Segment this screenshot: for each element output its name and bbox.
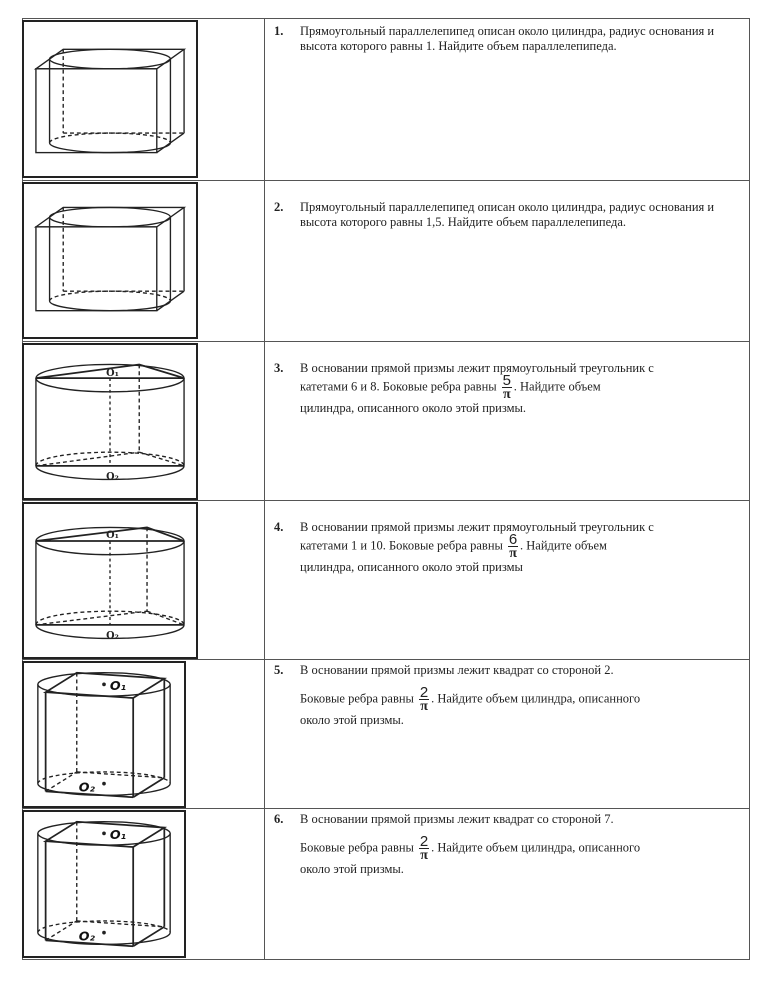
task-line-part: . Найдите объем цилиндра, описанного bbox=[431, 840, 641, 855]
task-line-part: . Найдите объем цилиндра, описанного bbox=[431, 691, 641, 706]
fraction-denominator: π bbox=[502, 387, 511, 402]
task-line-part: Боковые ребра равны bbox=[300, 691, 414, 706]
task-row-6 bbox=[22, 808, 750, 960]
task-number: 5. bbox=[274, 663, 284, 677]
task-line-part: катетами 1 и 10. Боковые ребра равны bbox=[300, 538, 503, 553]
task-line-part: катетами 6 и 8. Боковые ребра равны bbox=[300, 379, 497, 394]
task-text bbox=[300, 663, 740, 728]
task-line: В основании прямой призмы лежит прямоугольный треугольник с bbox=[300, 361, 654, 375]
fraction-numerator: 2 bbox=[419, 833, 429, 850]
fraction-denominator: π bbox=[420, 848, 428, 863]
fraction bbox=[419, 686, 429, 713]
task-row-3 bbox=[22, 341, 750, 500]
task-line-part: Боковые ребра равны bbox=[300, 840, 414, 855]
center-label-bottom: O₂ bbox=[78, 779, 95, 795]
task-line: около этой призмы. bbox=[300, 713, 404, 727]
task-row-4 bbox=[22, 500, 750, 659]
center-label-bottom: O₂ bbox=[106, 630, 119, 642]
fraction-numerator: 6 bbox=[508, 531, 518, 548]
task-number: 6. bbox=[274, 812, 284, 826]
center-label-top: O₁ bbox=[106, 368, 119, 380]
task-line bbox=[300, 533, 740, 560]
task-line bbox=[300, 374, 740, 401]
task-line bbox=[300, 835, 740, 862]
fraction-denominator: π bbox=[509, 546, 517, 561]
task-number: 4. bbox=[274, 520, 284, 534]
task-row-1 bbox=[22, 18, 750, 180]
box-around-cylinder-figure bbox=[22, 182, 198, 339]
task-row-2 bbox=[22, 180, 750, 341]
fraction bbox=[502, 374, 512, 401]
task-text bbox=[300, 520, 740, 575]
box-around-cylinder-figure bbox=[22, 20, 198, 178]
center-label-bottom: O₂ bbox=[106, 471, 119, 483]
task-line: В основании прямой призмы лежит квадрат со стороной 2. bbox=[300, 663, 614, 677]
task-line: цилиндра, описанного около этой призмы. bbox=[300, 401, 527, 415]
task-table bbox=[22, 18, 750, 960]
center-label-top: O₁ bbox=[109, 827, 127, 843]
task-number: 3. bbox=[274, 361, 284, 375]
center-label-top: O₁ bbox=[109, 678, 127, 694]
task-text: Прямоугольный параллелепипед описан около цилиндра, радиус основания и высота которого равны 1,5. Найдите объем параллелепипеда. bbox=[300, 200, 715, 229]
task-line: В основании прямой призмы лежит квадрат со стороной 7. bbox=[300, 812, 614, 826]
square-prism-in-cylinder-figure bbox=[22, 661, 186, 808]
fraction-numerator: 5 bbox=[502, 372, 511, 389]
fraction-denominator: π bbox=[420, 699, 428, 714]
task-text: Прямоугольный параллелепипед описан около цилиндра, радиус основания и высота которого равны 1. Найдите объем параллелепипеда. bbox=[300, 24, 715, 53]
task-line: В основании прямой призмы лежит прямоугольный треугольник с bbox=[300, 520, 654, 534]
center-label-top: O₁ bbox=[106, 530, 119, 542]
task-text bbox=[300, 812, 740, 877]
task-line-part: . Найдите объем bbox=[520, 538, 607, 553]
task-row-5 bbox=[22, 659, 750, 808]
task-line bbox=[300, 686, 740, 713]
task-number: 2. bbox=[274, 200, 284, 214]
task-text bbox=[300, 361, 740, 416]
center-label-bottom: O₂ bbox=[78, 928, 95, 944]
square-prism-in-cylinder-figure bbox=[22, 810, 186, 958]
task-line: около этой призмы. bbox=[300, 862, 404, 876]
fraction-numerator: 2 bbox=[419, 684, 429, 701]
task-number: 1. bbox=[274, 24, 284, 38]
triangular-prism-in-cylinder-figure bbox=[22, 343, 198, 500]
task-line: цилиндра, описанного около этой призмы bbox=[300, 560, 523, 574]
fraction bbox=[508, 533, 518, 560]
task-line-part: . Найдите объем bbox=[513, 379, 601, 394]
triangular-prism-in-cylinder-figure bbox=[22, 502, 198, 659]
fraction bbox=[419, 835, 429, 862]
